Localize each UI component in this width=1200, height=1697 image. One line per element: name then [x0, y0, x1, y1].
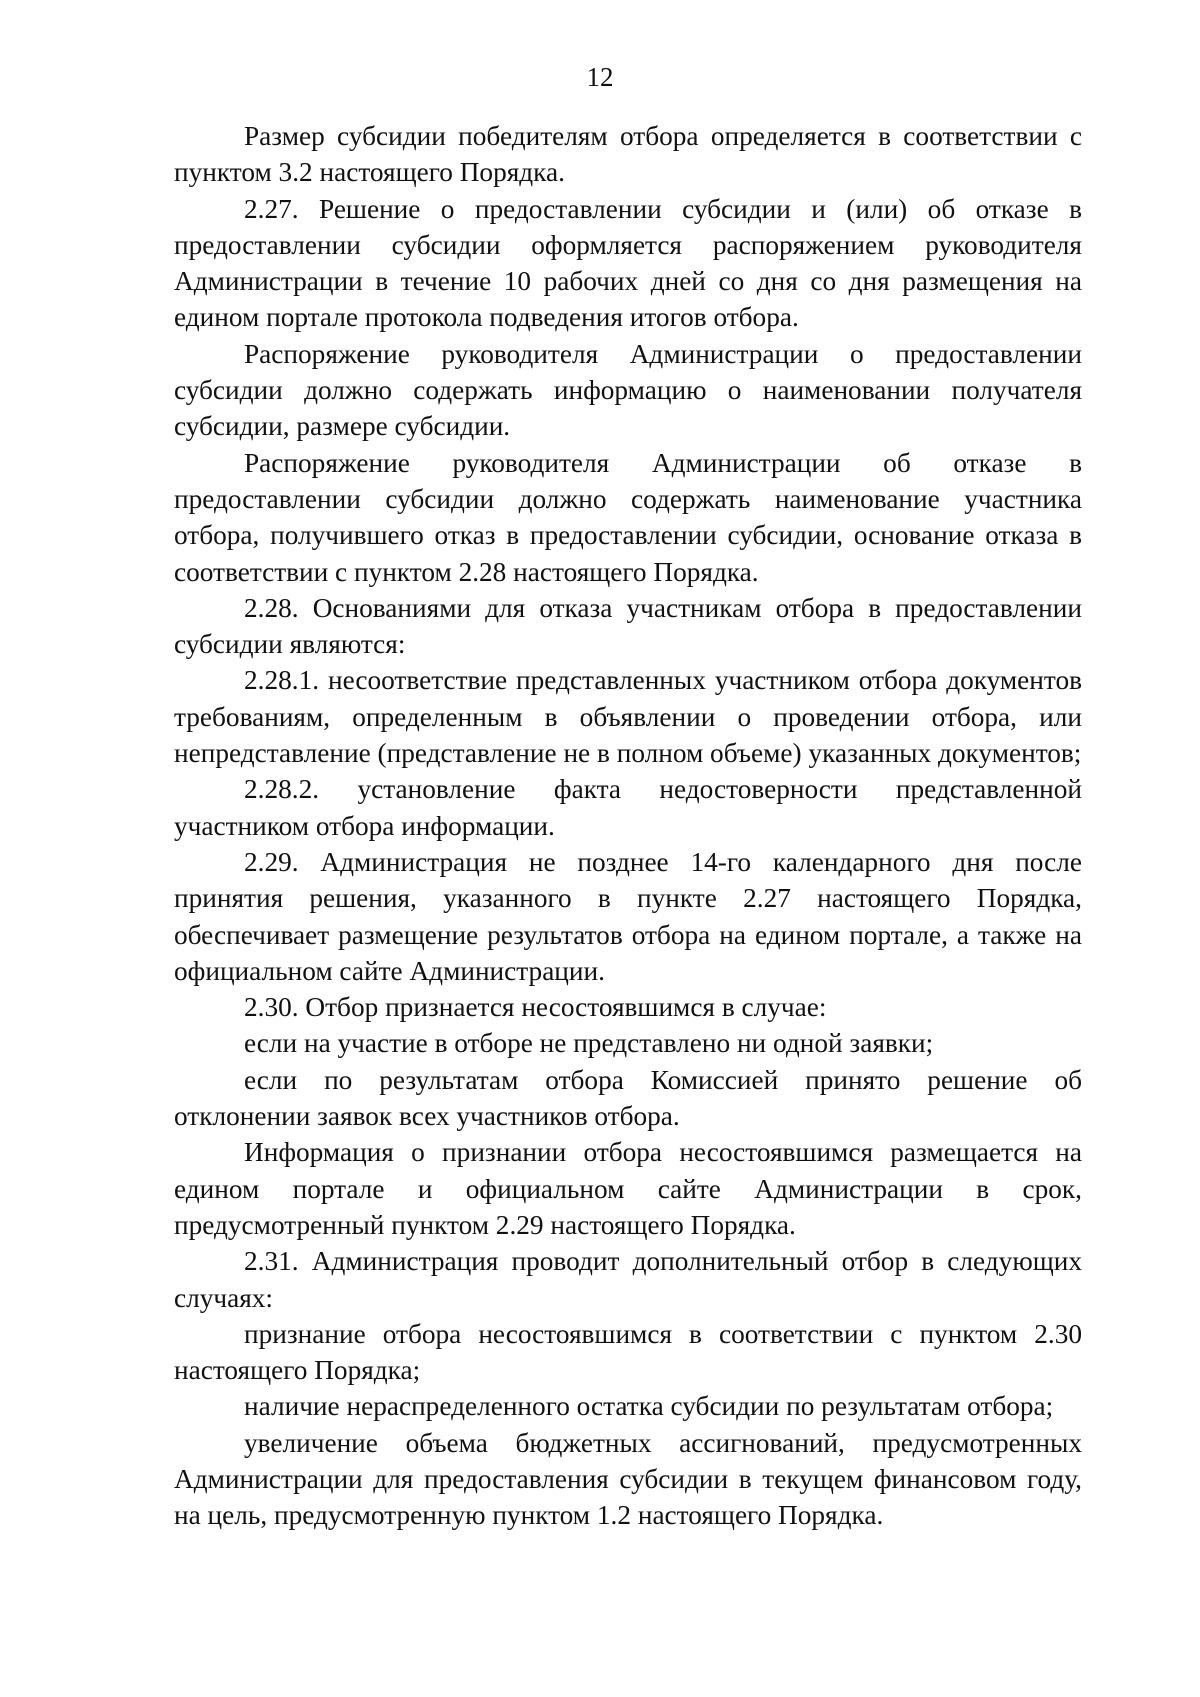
paragraph-order-refusal: Распоряжение руководителя Администрации об отказе в предоставлении субсидии должно содержать наименование участника отбора, получившего отказ в предоставлении субсидии, основание отказа в соответствии с пунктом 2.28 настоящего Порядка.: [174, 447, 1082, 587]
paragraph-failed-selection: признание отбора несостоявшимся в соответствии с пунктом 2.30 настоящего Порядка;: [174, 1318, 1082, 1386]
paragraph-all-rejected: если по результатам отбора Комиссией принято решение об отклонении заявок всех участников отбора.: [174, 1064, 1082, 1132]
paragraph-2-27: 2.27. Решение о предоставлении субсидии и (или) об отказе в предоставлении субсидии оформляется распоряжением руководителя Администрации в течение 10 рабочих дней со дня со дня размещения на едином портале протокола подведения итогов отбора.: [174, 193, 1082, 333]
page-number: 12: [586, 62, 614, 92]
paragraph-2-28-1: 2.28.1. несоответствие представленных участником отбора документов требованиям, определенным в объявлении о проведении отбора, или непредставление (представление не в полном объеме) указанных документов;: [174, 665, 1082, 769]
paragraph-failed-info: Информация о признании отбора несостоявшимся размещается на едином портале и официальном сайте Администрации в срок, предусмотренный пунктом 2.29 настоящего Порядка.: [174, 1137, 1082, 1240]
document-body: [174, 118, 1082, 1534]
paragraph-subsidy-size: Размер субсидии победителям отбора определяется в соответствии с пунктом 3.2 настоящего Порядка.: [174, 121, 1082, 188]
paragraph-2-28: 2.28. Основаниями для отказа участникам отбора в предоставлении субсидии являются:: [174, 592, 1082, 660]
paragraph-2-31: 2.31. Администрация проводит дополнительный отбор в следующих случаях:: [174, 1246, 1082, 1313]
paragraph-2-30: 2.30. Отбор признается несостоявшимся в случае:: [244, 992, 827, 1023]
paragraph-unallocated-balance: наличие нераспределенного остатка субсидии по результатам отбора;: [244, 1391, 1054, 1422]
paragraph-no-applications: если на участие в отборе не представлено ни одной заявки;: [244, 1028, 934, 1059]
paragraph-2-28-2: 2.28.2. установление факта недостоверности представленной участником отбора информации.: [174, 774, 1082, 841]
paragraph-2-29: 2.29. Администрация не позднее 14-го календарного дня после принятия решения, указанного в пункте 2.27 настоящего Порядка, обеспечивает размещение результатов отбора на едином портале, а также на официальном сайте Администрации.: [174, 846, 1082, 986]
paragraph-budget-increase: увеличение объема бюджетных ассигнований, предусмотренных Администрации для предоставления субсидии в текущем финансовом году, на цель, предусмотренную пунктом 1.2 настоящего Порядка.: [174, 1427, 1082, 1531]
paragraph-order-grant: Распоряжение руководителя Администрации о предоставлении субсидии должно содержать информацию о наименовании получателя субсидии, размере субсидии.: [174, 338, 1082, 442]
